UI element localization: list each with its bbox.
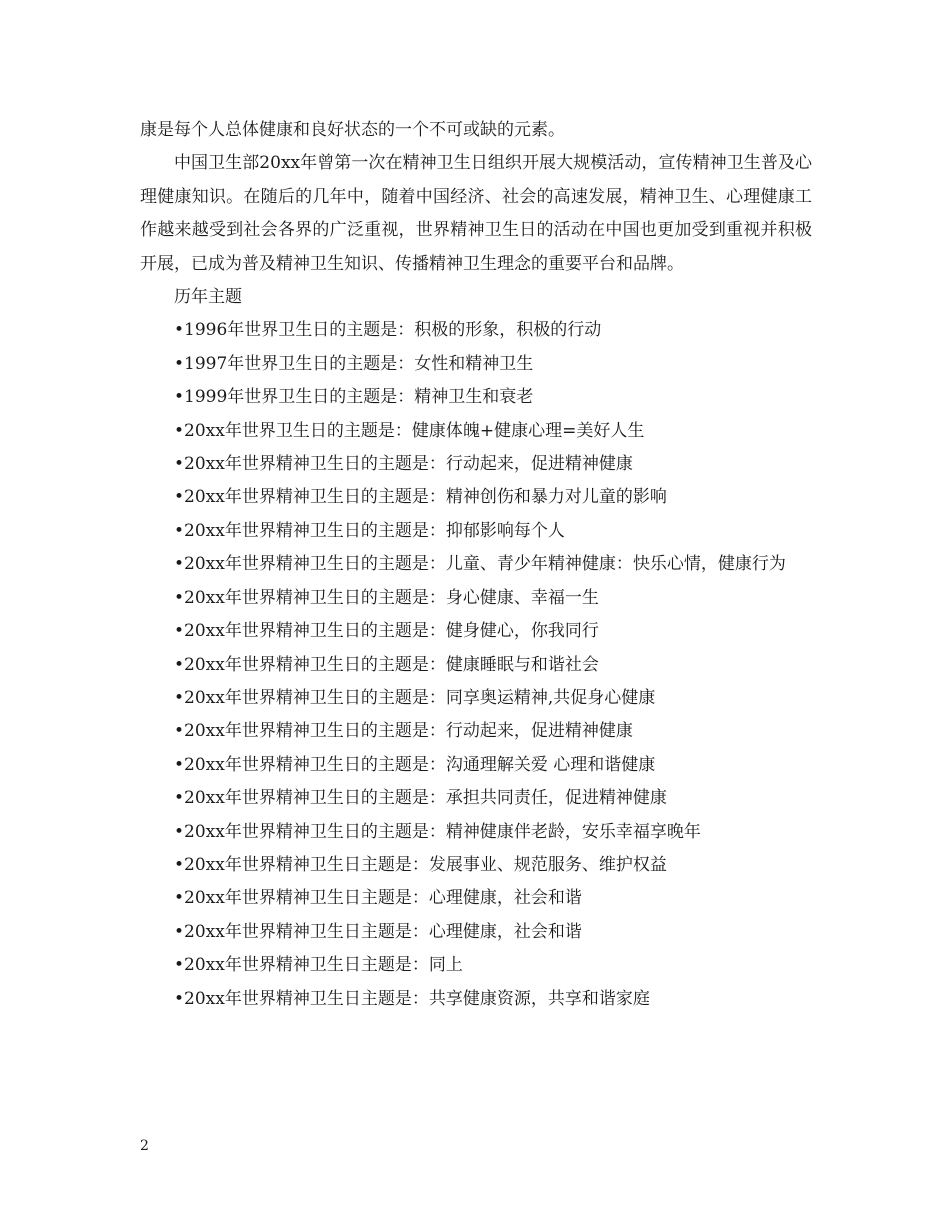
theme-text: 20xx年世界卫生日的主题是：健康体魄+健康心理=美好人生 xyxy=(184,420,645,441)
theme-text: 20xx年世界精神卫生日的主题是：承担共同责任，促进精神健康 xyxy=(184,788,667,809)
theme-text: 20xx年世界精神卫生日的主题是：健身健心，你我同行 xyxy=(184,621,599,642)
theme-list-item xyxy=(140,381,812,414)
theme-text: 20xx年世界精神卫生日主题是：共享健康资源，共享和谐家庭 xyxy=(184,988,650,1009)
section-heading: 历年主题 xyxy=(174,287,242,308)
bullet-icon: • xyxy=(174,587,185,608)
theme-text: 20xx年世界精神卫生日的主题是：沟通理解关爱 心理和谐健康 xyxy=(184,754,656,775)
bullet-icon: • xyxy=(174,888,185,909)
theme-list-item xyxy=(140,682,812,715)
bullet-icon: • xyxy=(174,754,185,775)
theme-text: 20xx年世界精神卫生日的主题是：健康睡眠与和谐社会 xyxy=(184,654,599,675)
paragraph-continuation: 康是每个人总体健康和良好状态的一个不可或缺的元素。 xyxy=(140,120,565,140)
theme-list-item xyxy=(140,949,812,982)
bullet-icon: • xyxy=(174,988,185,1009)
theme-list-item xyxy=(140,415,812,448)
theme-text: 1997年世界卫生日的主题是：女性和精神卫生 xyxy=(184,353,534,374)
bullet-icon: • xyxy=(174,621,185,642)
theme-list-item xyxy=(140,916,812,949)
bullet-icon: • xyxy=(174,387,185,408)
theme-list-item xyxy=(140,749,812,782)
theme-text: 20xx年世界精神卫生日的主题是：行动起来，促进精神健康 xyxy=(184,721,633,742)
theme-list-item xyxy=(140,649,812,682)
theme-list-item xyxy=(140,582,812,615)
theme-text: 20xx年世界精神卫生日的主题是：精神创伤和暴力对儿童的影响 xyxy=(184,487,667,508)
theme-list-item xyxy=(140,314,812,347)
theme-text: 20xx年世界精神卫生日的主题是：儿童、青少年精神健康：快乐心情，健康行为 xyxy=(184,554,786,575)
theme-text: 20xx年世界精神卫生日主题是：心理健康，社会和谐 xyxy=(184,921,582,942)
bullet-icon: • xyxy=(174,687,185,708)
theme-text: 1999年世界卫生日的主题是：精神卫生和衰老 xyxy=(184,387,534,408)
bullet-icon: • xyxy=(174,420,185,441)
bullet-icon: • xyxy=(174,353,185,374)
theme-text: 20xx年世界精神卫生日的主题是：同享奥运精神,共促身心健康 xyxy=(184,687,656,708)
theme-list-item xyxy=(140,615,812,648)
theme-text: 20xx年世界精神卫生日主题是：同上 xyxy=(184,955,463,976)
theme-text: 20xx年世界精神卫生日的主题是：身心健康、幸福一生 xyxy=(184,587,599,608)
theme-text: 1996年世界卫生日的主题是：积极的形象，积极的行动 xyxy=(184,320,602,341)
bullet-icon: • xyxy=(174,320,185,341)
theme-text: 20xx年世界精神卫生日主题是：心理健康，社会和谐 xyxy=(184,888,582,909)
theme-text: 20xx年世界精神卫生日的主题是：精神健康伴老龄，安乐幸福享晚年 xyxy=(184,821,701,842)
theme-list-item xyxy=(140,816,812,849)
theme-list xyxy=(140,314,812,1016)
theme-list-item xyxy=(140,882,812,915)
bullet-icon: • xyxy=(174,721,185,742)
theme-list-item xyxy=(140,849,812,882)
theme-list-item xyxy=(140,348,812,381)
document-body xyxy=(140,114,812,1016)
theme-list-item xyxy=(140,481,812,514)
bullet-icon: • xyxy=(174,788,185,809)
theme-list-item xyxy=(140,983,812,1016)
theme-list-item xyxy=(140,515,812,548)
theme-text: 20xx年世界精神卫生日主题是：发展事业、规范服务、维护权益 xyxy=(184,854,667,875)
bullet-icon: • xyxy=(174,654,185,675)
bullet-icon: • xyxy=(174,454,185,475)
bullet-icon: • xyxy=(174,554,185,575)
theme-text: 20xx年世界精神卫生日的主题是：抑郁影响每个人 xyxy=(184,520,565,541)
theme-list-item xyxy=(140,782,812,815)
bullet-icon: • xyxy=(174,854,185,875)
bullet-icon: • xyxy=(174,487,185,508)
theme-list-item xyxy=(140,548,812,581)
page-number: 2 xyxy=(140,1138,149,1154)
bullet-icon: • xyxy=(174,821,185,842)
theme-list-item xyxy=(140,448,812,481)
bullet-icon: • xyxy=(174,921,185,942)
bullet-icon: • xyxy=(174,955,185,976)
theme-text: 20xx年世界精神卫生日的主题是：行动起来，促进精神健康 xyxy=(184,454,633,475)
bullet-icon: • xyxy=(174,520,185,541)
paragraph-history: 中国卫生部20xx年曾第一次在精神卫生日组织开展大规模活动，宣传精神卫生普及心理健康知识。在随后的几年中，随着中国经济、社会的高速发展，精神卫生、心理健康工作越来越受到社会各界的广泛重视，世界精神卫生日的活动在中国也更加受到重视并积极开展，已成为普及精神卫生知识、传播精神卫生理念的重要平台和品牌。 xyxy=(140,153,812,274)
theme-list-item xyxy=(140,715,812,748)
